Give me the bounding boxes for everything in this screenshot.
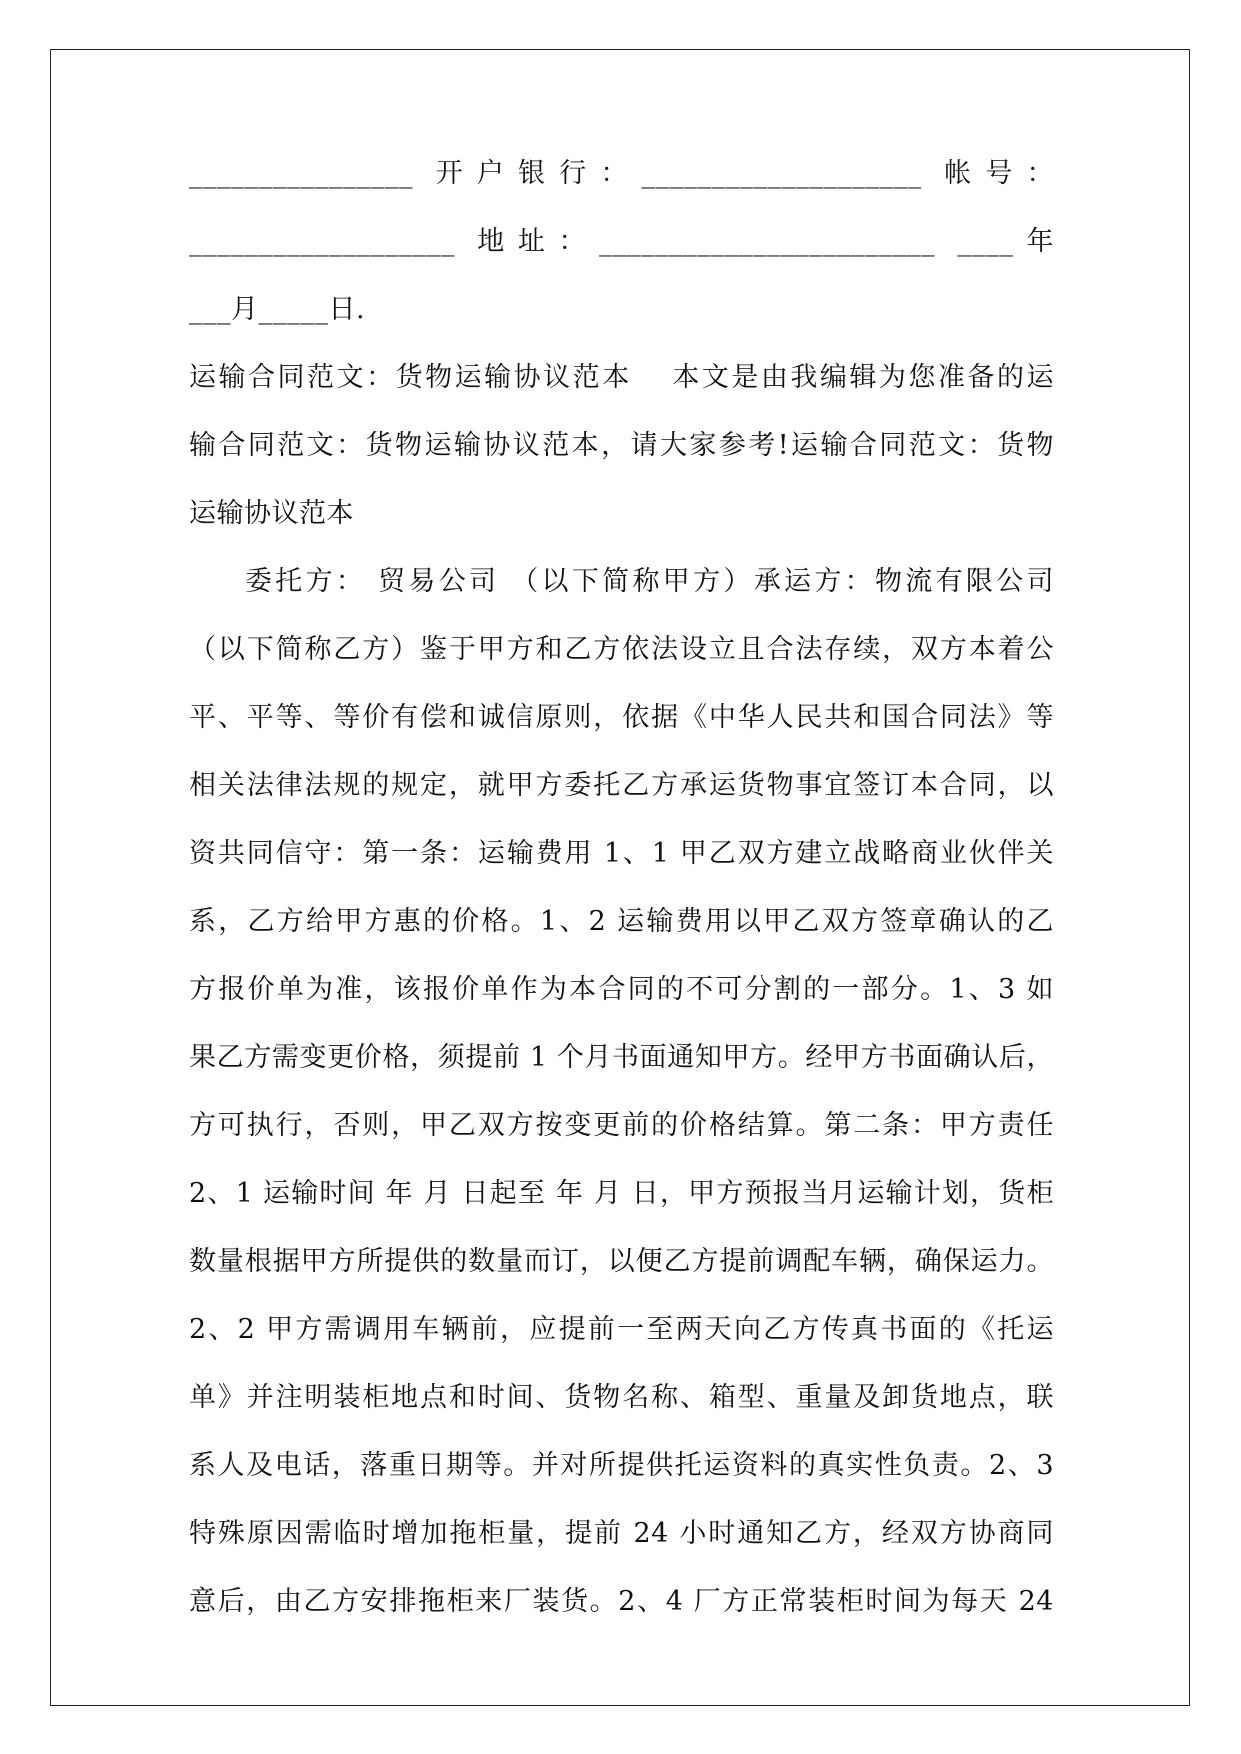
body-line: 2、1 运输时间 年 月 日起至 年 月 日，甲方预报当月运输计划，货柜 [189,1178,1054,1209]
document-body [189,158,1054,1636]
body-line: 相关法律法规的规定，就甲方委托乙方承运货物事宜签订本合同，以 [189,770,1054,801]
body-line: 方报价单为准，该报价单作为本合同的不可分割的一部分。1、3 如 [189,974,1054,1005]
body-line: 意后，由乙方安排拖柜来厂装货。2、4 厂方正常装柜时间为每天 24 [189,1586,1054,1617]
body-line: 数量根据甲方所提供的数量而订，以便乙方提前调配车辆，确保运力。 [189,1246,1054,1277]
form-line-date: ___月_____日. [189,294,366,325]
heading-line: 运输协议范本 [189,498,354,529]
body-line: 系人及电话，落重日期等。并对所提供托运资料的真实性负责。2、3 [189,1450,1054,1481]
body-line: 系，乙方给甲方惠的价格。1、2 运输费用以甲乙双方签章确认的乙 [189,906,1054,937]
heading-line: 运输合同范文：货物运输协议范本 本文是由我编辑为您准备的运 [189,362,1054,393]
heading-line: 输合同范文：货物运输协议范本，请大家参考!运输合同范文：货物 [189,430,1054,461]
body-line: 委托方： 贸易公司 （以下简称甲方）承运方：物流有限公司 [245,566,1054,597]
body-line: 果乙方需变更价格，须提前 1 个月书面通知甲方。经甲方书面确认后， [189,1042,1054,1073]
body-line: 平、平等、等价有偿和诚信原则，依据《中华人民共和国合同法》等 [189,702,1054,733]
body-line: 方可执行，否则，甲乙双方按变更前的价格结算。第二条：甲方责任 [189,1110,1054,1141]
body-line: 特殊原因需临时增加拖柜量，提前 24 小时通知乙方，经双方协商同 [189,1518,1054,1549]
body-line: 资共同信守：第一条：运输费用 1、1 甲乙双方建立战略商业伙伴关 [189,838,1054,869]
form-line-bank: ________________ 开户银行：____________________ 帐号： [189,158,1054,189]
form-line-address: ___________________ 地址：________________________ ____年 [189,226,1054,257]
body-line: 单》并注明装柜地点和时间、货物名称、箱型、重量及卸货地点，联 [189,1382,1054,1413]
body-line: （以下简称乙方）鉴于甲方和乙方依法设立且合法存续，双方本着公 [189,634,1054,665]
body-line: 2、2 甲方需调用车辆前，应提前一至两天向乙方传真书面的《托运 [189,1314,1054,1345]
